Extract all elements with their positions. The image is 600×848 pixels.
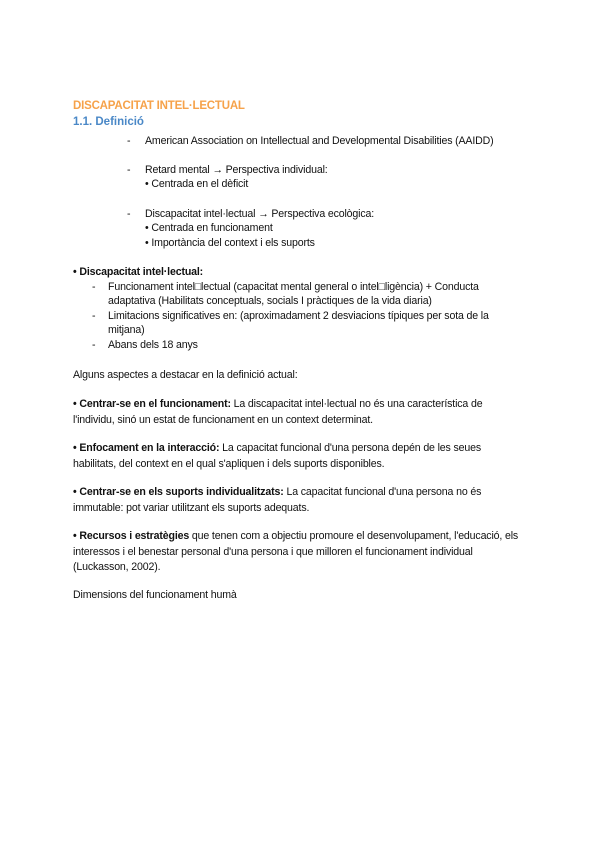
aspect-paragraph (73, 485, 523, 516)
list-dash: - (92, 339, 96, 351)
aspects-intro: Alguns aspectes a destacar en la definició actual: (73, 369, 298, 381)
definition-item: American Association on Intellectual and Developmental Disabilities (AAIDD) (145, 135, 494, 147)
section-heading: 1.1. Definició (73, 116, 144, 128)
di-item-line: Abans dels 18 anys (108, 339, 198, 351)
closing-line: Dimensions del funcionament humà (73, 589, 237, 601)
aspect-label: • Centrar-se en els suports individualitzats: (73, 486, 284, 498)
aspect-label: • Centrar-se en el funcionament: (73, 398, 231, 410)
di-item-line: mitjana) (108, 324, 145, 336)
aspect-text: La capacitat funcional d'una persona no és immutable: pot variar utilitzant els suports adequats. (73, 486, 482, 514)
aspect-text: La discapacitat intel·lectual no és una característica de l'individu, sinó un estat de funcionament en un context determinat. (73, 398, 483, 426)
document-title: DISCAPACITAT INTEL·LECTUAL (73, 100, 245, 112)
aspect-label: • Recursos i estratègies (73, 530, 190, 542)
list-dash: - (92, 281, 96, 293)
aspect-paragraph (73, 441, 523, 472)
di-item-line: adaptativa (Habilitats conceptuals, socials I pràctiques de la vida diaria) (108, 295, 432, 307)
sub-bullet: • Importància del context i els suports (145, 237, 315, 249)
list-dash: - (127, 164, 131, 176)
list-dash: - (127, 208, 131, 220)
list-dash: - (127, 135, 131, 147)
aspect-text: La capacitat funcional d'una persona depén de les seues habilitats, del context en el qual s'apliquen i dels suports disponibles. (73, 442, 481, 470)
aspect-paragraph (73, 529, 523, 576)
sub-bullet: • Centrada en funcionament (145, 222, 273, 234)
aspect-label: • Enfocament en la interacció: (73, 442, 220, 454)
di-item-line: Limitacions significatives en: (aproximadament 2 desviacions típiques per sota de la (108, 310, 489, 322)
aspect-text: que tenen com a objectiu promoure el desenvolupament, l'educació, els interessos i el benestar personal d'una persona i que milloren el funcionament individual (Luckasson, 2002). (73, 530, 519, 573)
aspect-paragraph (73, 397, 523, 428)
definition-item: Retard mental → Perspectiva individual: (145, 164, 328, 176)
di-heading: • Discapacitat intel·lectual: (73, 266, 204, 278)
sub-bullet: • Centrada en el dèficit (145, 178, 249, 190)
list-dash: - (92, 310, 96, 322)
di-item-line: Funcionament intel□lectual (capacitat mental general o intel□ligència) + Conducta (108, 281, 479, 293)
definition-item: Discapacitat intel·lectual → Perspectiva ecològica: (145, 208, 375, 220)
